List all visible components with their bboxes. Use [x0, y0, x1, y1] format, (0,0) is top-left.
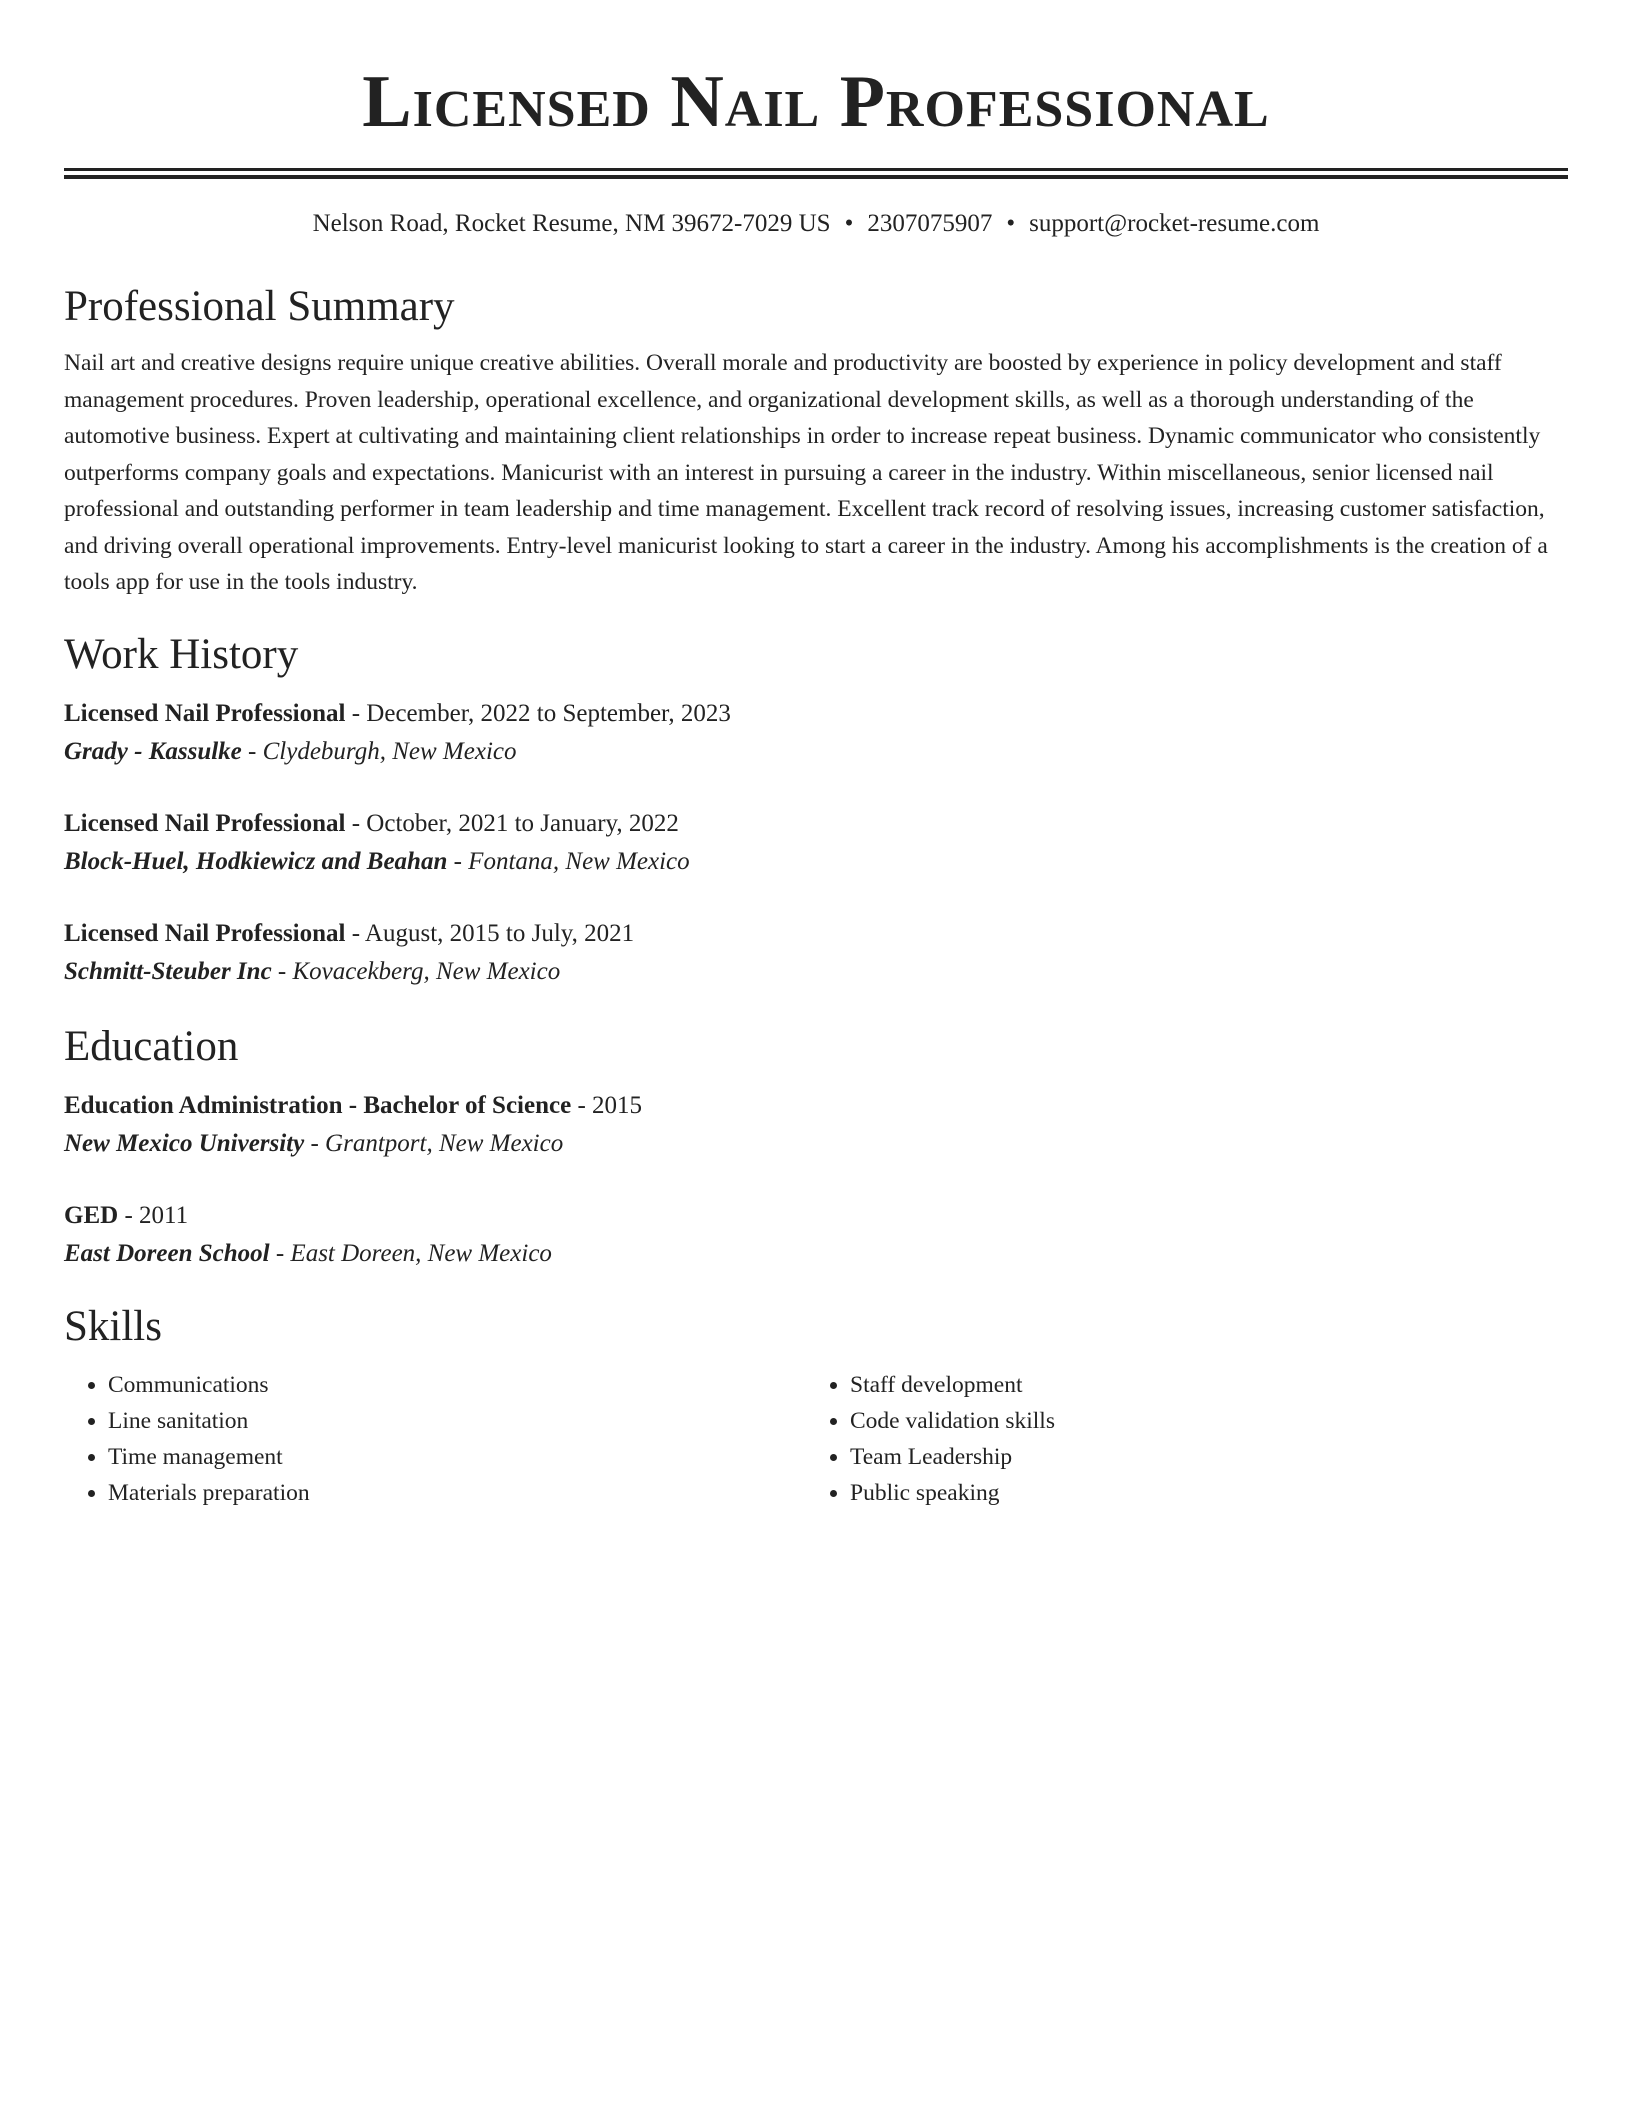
work-entry [64, 695, 1568, 771]
job-company-line [64, 953, 1568, 991]
work-entry [64, 915, 1568, 991]
skill-item: • Team Leadership [850, 1439, 1548, 1475]
skills-column-right [806, 1367, 1548, 1511]
skill-item: • Public speaking [850, 1475, 1548, 1511]
job-dates: - December, 2022 to September, 2023 [345, 699, 731, 727]
contact-address: Nelson Road, Rocket Resume, NM 39672-7029 US [312, 210, 831, 237]
skills-column-left [64, 1367, 806, 1511]
education-heading: Education [64, 1022, 239, 1070]
skill-item: • Code validation skills [850, 1403, 1548, 1439]
school-line [64, 1235, 1568, 1273]
job-company-line [64, 733, 1568, 771]
skills-heading: Skills [64, 1302, 162, 1350]
job-title: Licensed Nail Professional [64, 919, 346, 947]
job-company: Schmitt-Steuber Inc [64, 957, 272, 985]
title-double-rule [64, 168, 1568, 179]
contact-phone: 2307075907 [867, 210, 993, 237]
contact-email: support@rocket-resume.com [1029, 210, 1320, 237]
school-name: East Doreen School [64, 1239, 270, 1267]
job-title: Licensed Nail Professional [64, 699, 346, 727]
skill-item: • Line sanitation [108, 1403, 806, 1439]
education-entry [64, 1087, 1568, 1163]
work-entry [64, 805, 1568, 881]
job-title-line [64, 805, 1568, 843]
school-location: - Grantport, New Mexico [304, 1129, 564, 1157]
school-line [64, 1125, 1568, 1163]
job-company: Block-Huel, Hodkiewicz and Beahan [64, 847, 448, 875]
job-company-line [64, 843, 1568, 881]
job-location: - Clydeburgh, New Mexico [241, 737, 517, 765]
contact-separator: • [1006, 210, 1016, 237]
degree-line [64, 1087, 1568, 1125]
degree-name: GED [64, 1201, 119, 1229]
contact-line [64, 207, 1568, 241]
degree-line [64, 1197, 1568, 1235]
school-name: New Mexico University [64, 1129, 305, 1157]
resume-title: Licensed Nail Professional [362, 61, 1270, 143]
job-company: Grady - Kassulke [64, 737, 242, 765]
degree-year: - 2011 [118, 1201, 189, 1229]
skill-item: • Staff development [850, 1367, 1548, 1403]
job-location: - Kovacekberg, New Mexico [271, 957, 561, 985]
degree-year: - 2015 [571, 1091, 643, 1119]
education-entry [64, 1197, 1568, 1273]
work-history-heading: Work History [64, 630, 299, 678]
skill-item: • Materials preparation [108, 1475, 806, 1511]
job-title-line [64, 915, 1568, 953]
skills-list [64, 1367, 1568, 1511]
skill-item: • Communications [108, 1367, 806, 1403]
job-title-line [64, 695, 1568, 733]
degree-name: Education Administration - Bachelor of Science [64, 1091, 572, 1119]
job-location: - Fontana, New Mexico [447, 847, 690, 875]
summary-heading: Professional Summary [64, 283, 455, 330]
job-dates: - October, 2021 to January, 2022 [345, 809, 679, 837]
contact-separator: • [844, 210, 854, 237]
job-title: Licensed Nail Professional [64, 809, 346, 837]
job-dates: - August, 2015 to July, 2021 [345, 919, 635, 947]
school-location: - East Doreen, New Mexico [269, 1239, 552, 1267]
summary-text: Nail art and creative designs require unique creative abilities. Overall morale and productivity are boosted by experience in policy development and staff management procedures. Proven leadership, operational excellence, and organizational development skills, as well as a thorough understanding of the automotive business. Expert at cultivating and maintaining client relationships in order to increase repeat business. Dynamic communicator who consistently outperforms company goals and expectations. Manicurist with an interest in pursuing a career in the industry. Within miscellaneous, senior licensed nail professional and outstanding performer in team leadership and time management. Excellent track record of resolving issues, increasing customer satisfaction, and driving overall operational improvements. Entry-level manicurist looking to start a career in the industry. Among his accomplishments is the creation of a tools app for use in the tools industry. [64, 350, 1548, 595]
skill-item: • Time management [108, 1439, 806, 1475]
